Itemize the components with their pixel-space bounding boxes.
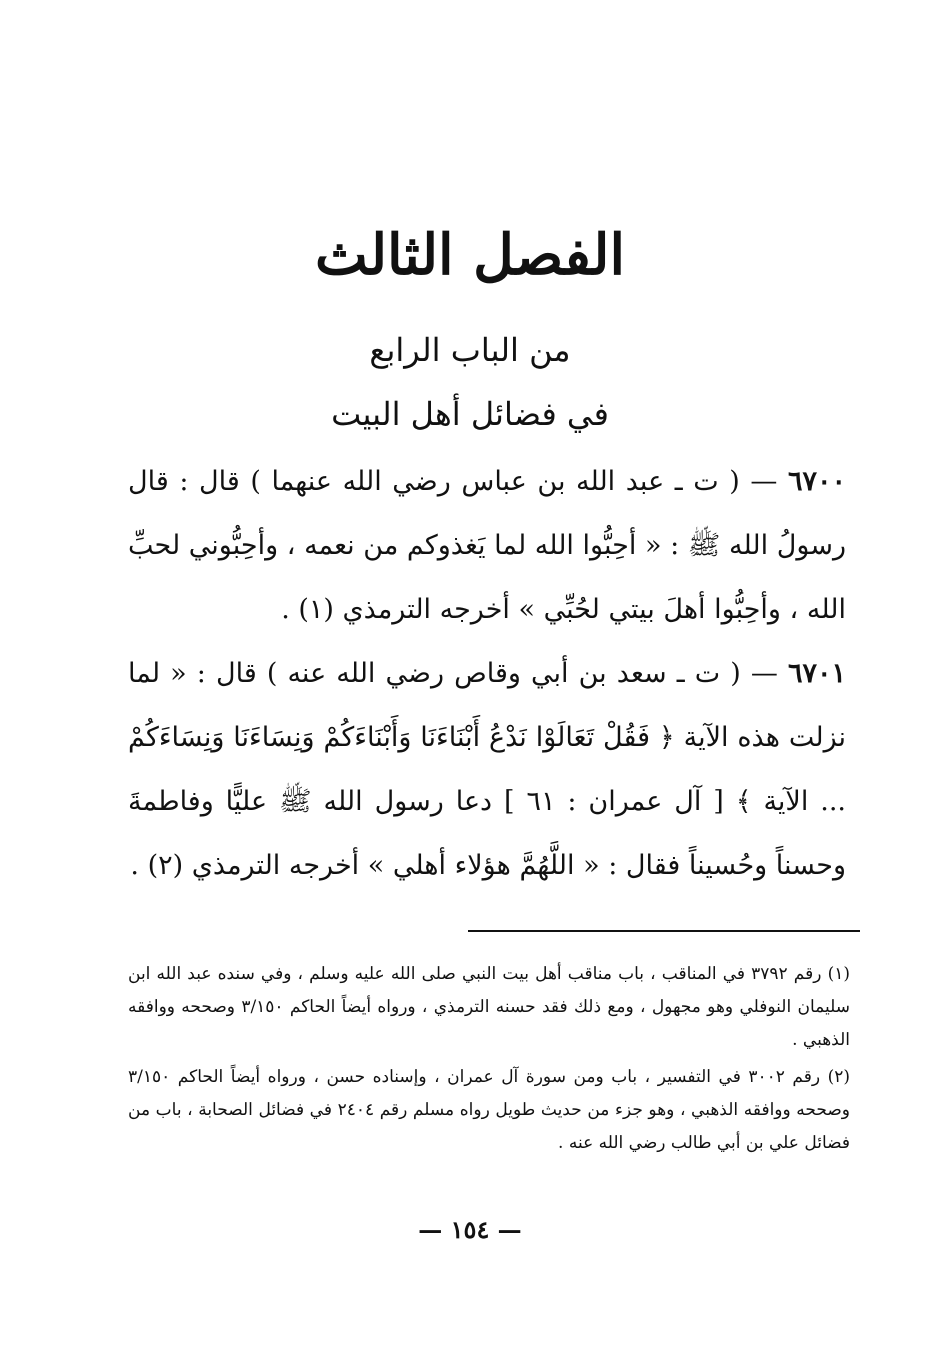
footnote: (٢) رقم ٣٠٠٢ في التفسير ، باب ومن سورة آل عمران ، وإسناده حسن ، ورواه أيضاً الحاكم ٣/١٥٠ وصححه ووافقه الذهبي ، وهو جزء من حديث طويل رواه مسلم رقم ٢٤٠٤ في فضائل الصحابة ، باب من فضائل علي بن أبي طالب رضي الله عنه . xyxy=(128,1067,851,1153)
hadith-text: — ( ت ـ عبد الله بن عباس رضي الله عنهما ) قال : قال رسولُ الله ﷺ : « أحِبُّوا الله لما يَغذوكم من نعمه ، وأحِبُّوني لحبِّ الله ، وأحِبُّوا أهلَ بيتي لحُبِّي » أخرجه الترمذي (١) . xyxy=(128,466,846,625)
hadith-number: ٦٧٠٠ xyxy=(787,466,846,497)
section-subtitle: من الباب الرابع xyxy=(369,331,571,369)
footnote-divider xyxy=(468,930,860,932)
hadith-number: ٦٧٠١ xyxy=(787,658,846,689)
page-number: — ١٥٤ — xyxy=(418,1215,522,1244)
footnotes xyxy=(128,958,850,1164)
hadith-text: — ( ت ـ سعد بن أبي وقاص رضي الله عنه ) قال : « لما نزلت هذه الآية ﴿ فَقُلْ تَعَالَوْا نَدْعُ أَبْنَاءَنَا وَأَبْنَاءَكُمْ وَنِسَاءَنَا وَنِسَاءَكُمْ ... الآية ﴾ [ آل عمران : ٦١ ] دعا رسول الله ﷺ عليًّا وفاطمةَ وحسناً وحُسيناً فقال : « اللَّهُمَّ هؤلاء أهلي » أخرجه الترمذي (٢) . xyxy=(128,658,846,881)
hadith-entry xyxy=(128,642,846,898)
footnote: (١) رقم ٣٧٩٢ في المناقب ، باب مناقب أهل بيت النبي صلى الله عليه وسلم ، وفي سنده عبد الله ابن سليمان النوفلي وهو مجهول ، ومع ذلك فقد حسنه الترمذي ، ورواه أيضاً الحاكم ٣/١٥٠ وصححه ووافقه الذهبي . xyxy=(128,964,850,1050)
section-subtitle-topic: في فضائل أهل البيت xyxy=(331,395,609,433)
chapter-title: الفصل الثالث xyxy=(314,222,626,288)
hadith-entry xyxy=(128,450,846,642)
